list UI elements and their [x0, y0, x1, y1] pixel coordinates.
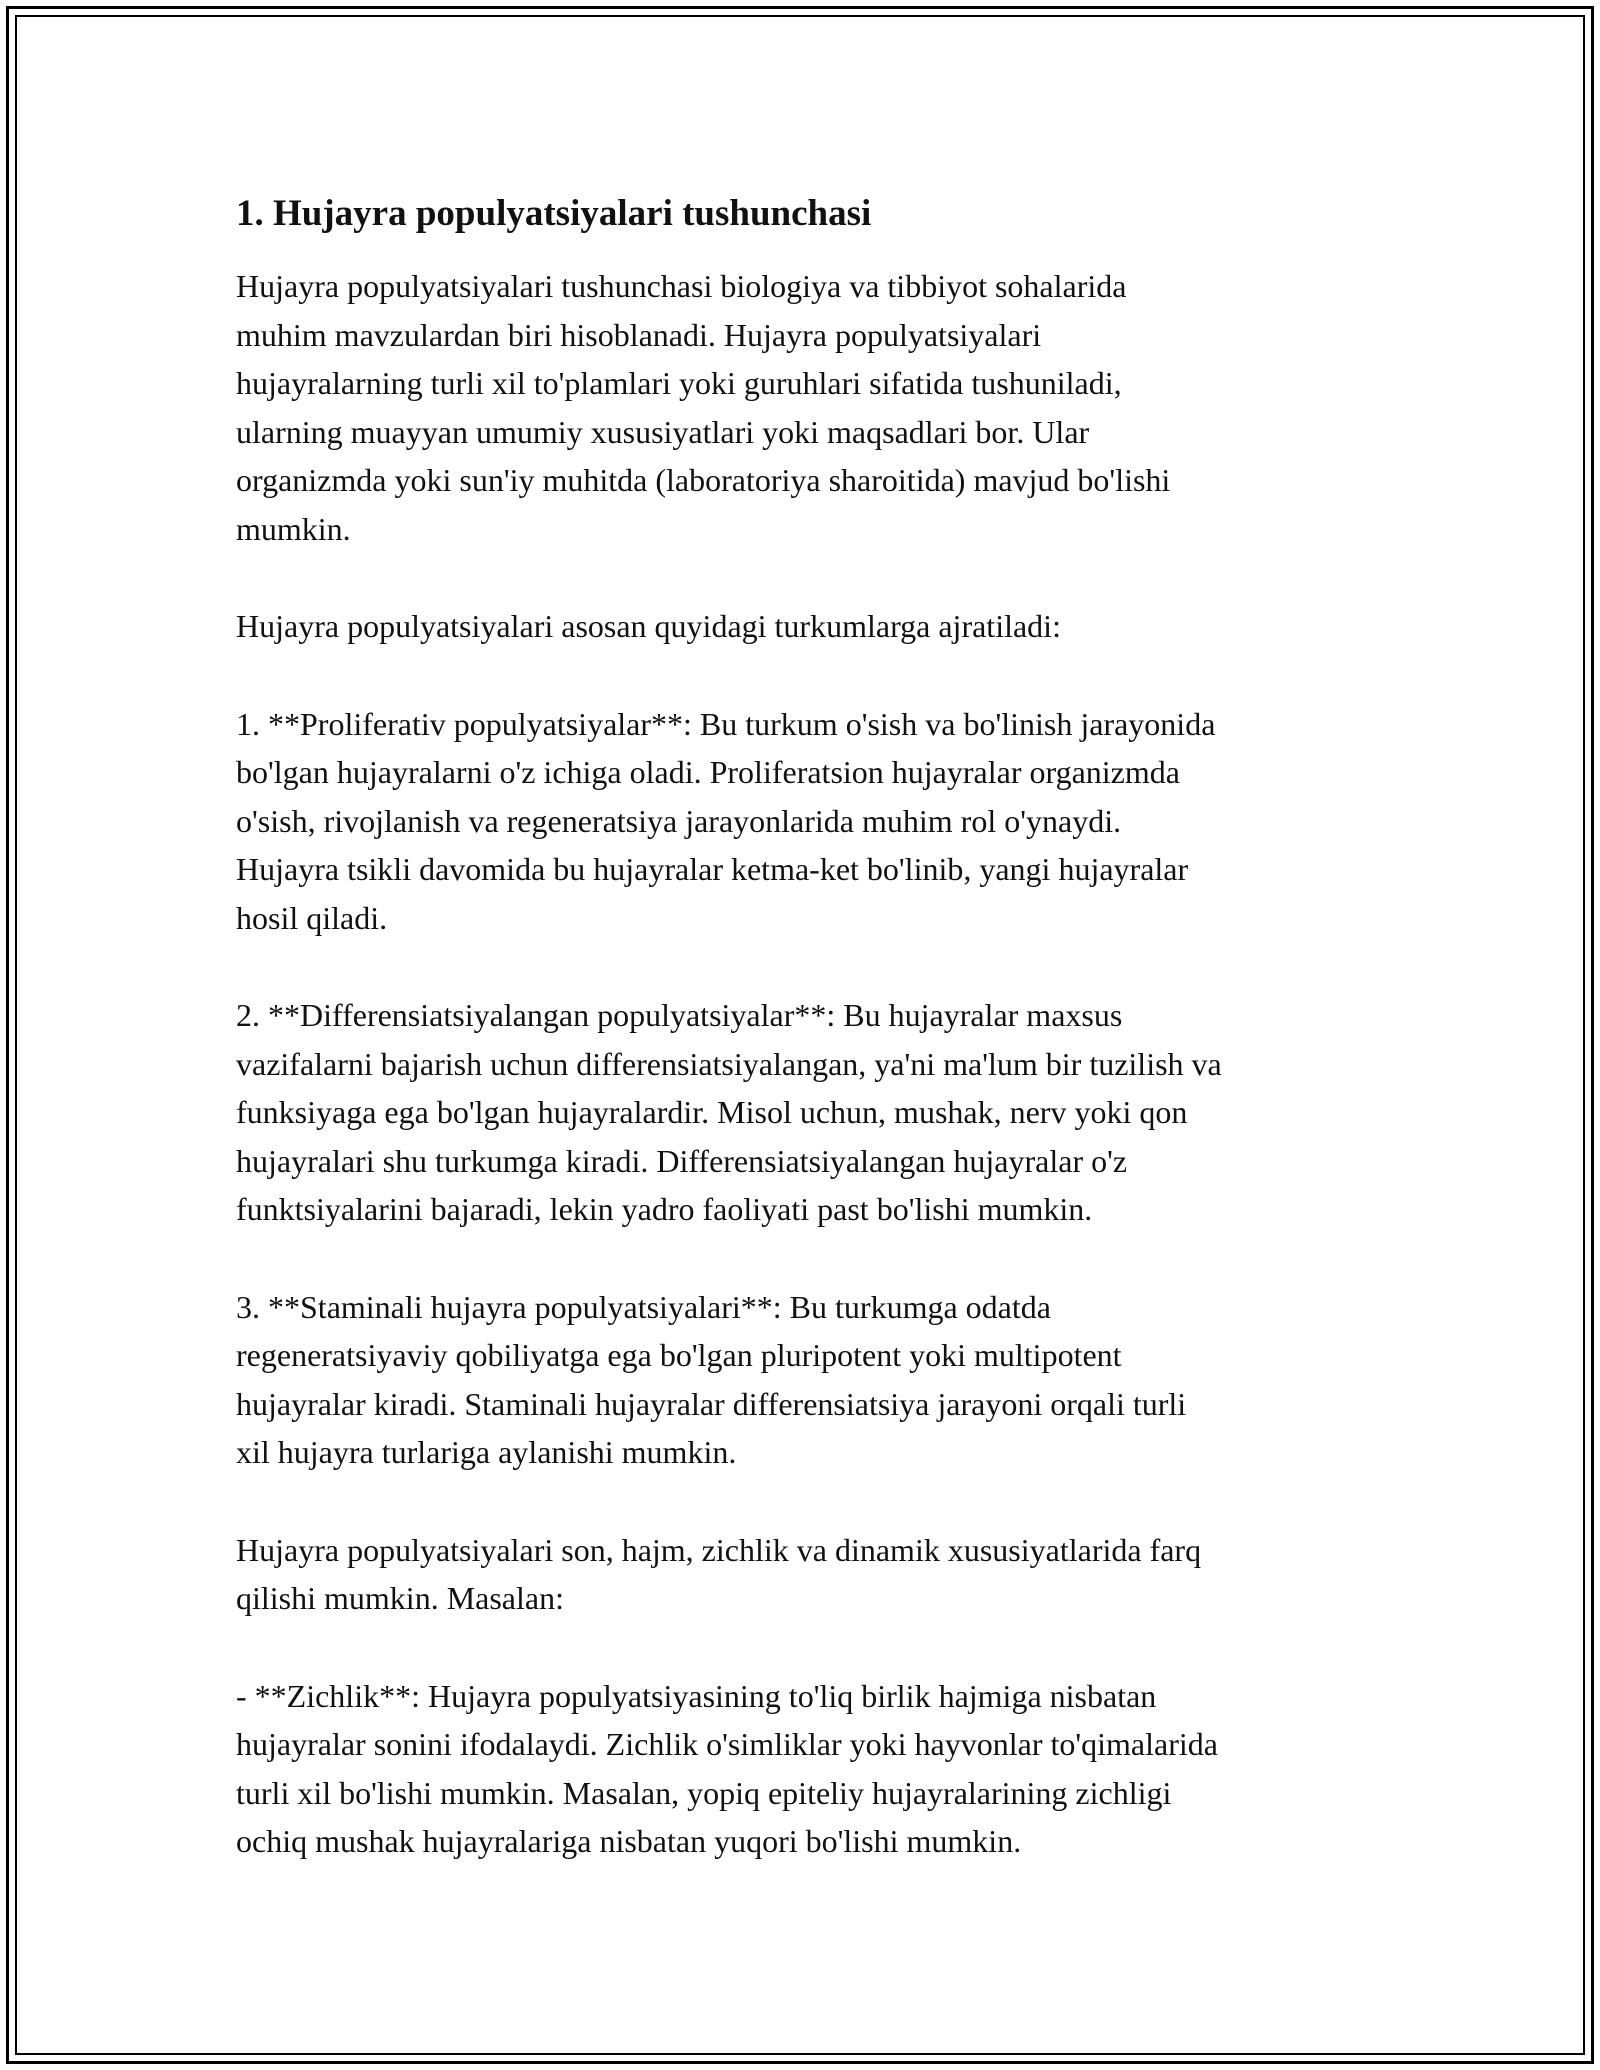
paragraph-intro: Hujayra populyatsiyalari tushunchasi biologiya va tibbiyot sohalarida muhim mavzulardan biri hisoblanadi. Hujayra populyatsiyalari hujayralarning turli xil to'plamlari yoki guruhlari sifatida tushuniladi, ularning muayyan umumiy xususiyatlari yoki maqsadlari bor. Ular organizmda yoki sun'iy muhitda (laboratoriya sharoitida) mavjud bo'lishi mumkin. [236, 268, 1171, 547]
document-body [236, 180, 1376, 1915]
paragraph-proliferative: 1. **Proliferativ populyatsiyalar**: Bu turkum o'sish va bo'linish jarayonida bo'lgan hujayralarni o'z ichiga oladi. Proliferatsion hujayralar organizmda o'sish, rivojlanish va regeneratsiya jarayonlarida muhim rol o'ynaydi. Hujayra tsikli davomida bu hujayralar ketma-ket bo'linib, yangi hujayralar hosil qiladi. [236, 705, 1216, 936]
paragraph-categories-intro: Hujayra populyatsiyalari asosan quyidagi turkumlarga ajratiladi: [236, 608, 1061, 644]
paragraph-stem-cells: 3. **Staminali hujayra populyatsiyalari**: Bu turkumga odatda regeneratsiyaviy qobiliyatga ega bo'lgan pluripotent yoki multipotent hujayralar kiradi. Staminali hujayralar differensiatsiya jarayoni orqali turli xil hujayra turlariga aylanishi mumkin. [236, 1288, 1187, 1470]
paragraph-properties: Hujayra populyatsiyalari son, hajm, zichlik va dinamik xususiyatlarida farq qilishi mumkin. Masalan: [236, 1531, 1202, 1616]
section-heading: 1. Hujayra populyatsiyalari tushunchasi [236, 193, 872, 234]
paragraph-differentiated: 2. **Differensiatsiyalangan populyatsiyalar**: Bu hujayralar maxsus vazifalarni bajarish uchun differensiatsiyalangan, ya'ni ma'lum bir tuzilish va funksiyaga ega bo'lgan hujayralardir. Misol uchun, mushak, nerv yoki qon hujayralari shu turkumga kiradi. Differensiatsiyalangan hujayralar o'z funktsiyalarini bajaradi, lekin yadro faoliyati past bo'lishi mumkin. [236, 997, 1222, 1227]
paragraph-density: - **Zichlik**: Hujayra populyatsiyasining to'liq birlik hajmiga nisbatan hujayralar sonini ifodalaydi. Zichlik o'simliklar yoki hayvonlar to'qimalarida turli xil bo'lishi mumkin. Masalan, yopiq epiteliy hujayralarining zichligi ochiq mushak hujayralariga nisbatan yuqori bo'lishi mumkin. [236, 1677, 1218, 1859]
